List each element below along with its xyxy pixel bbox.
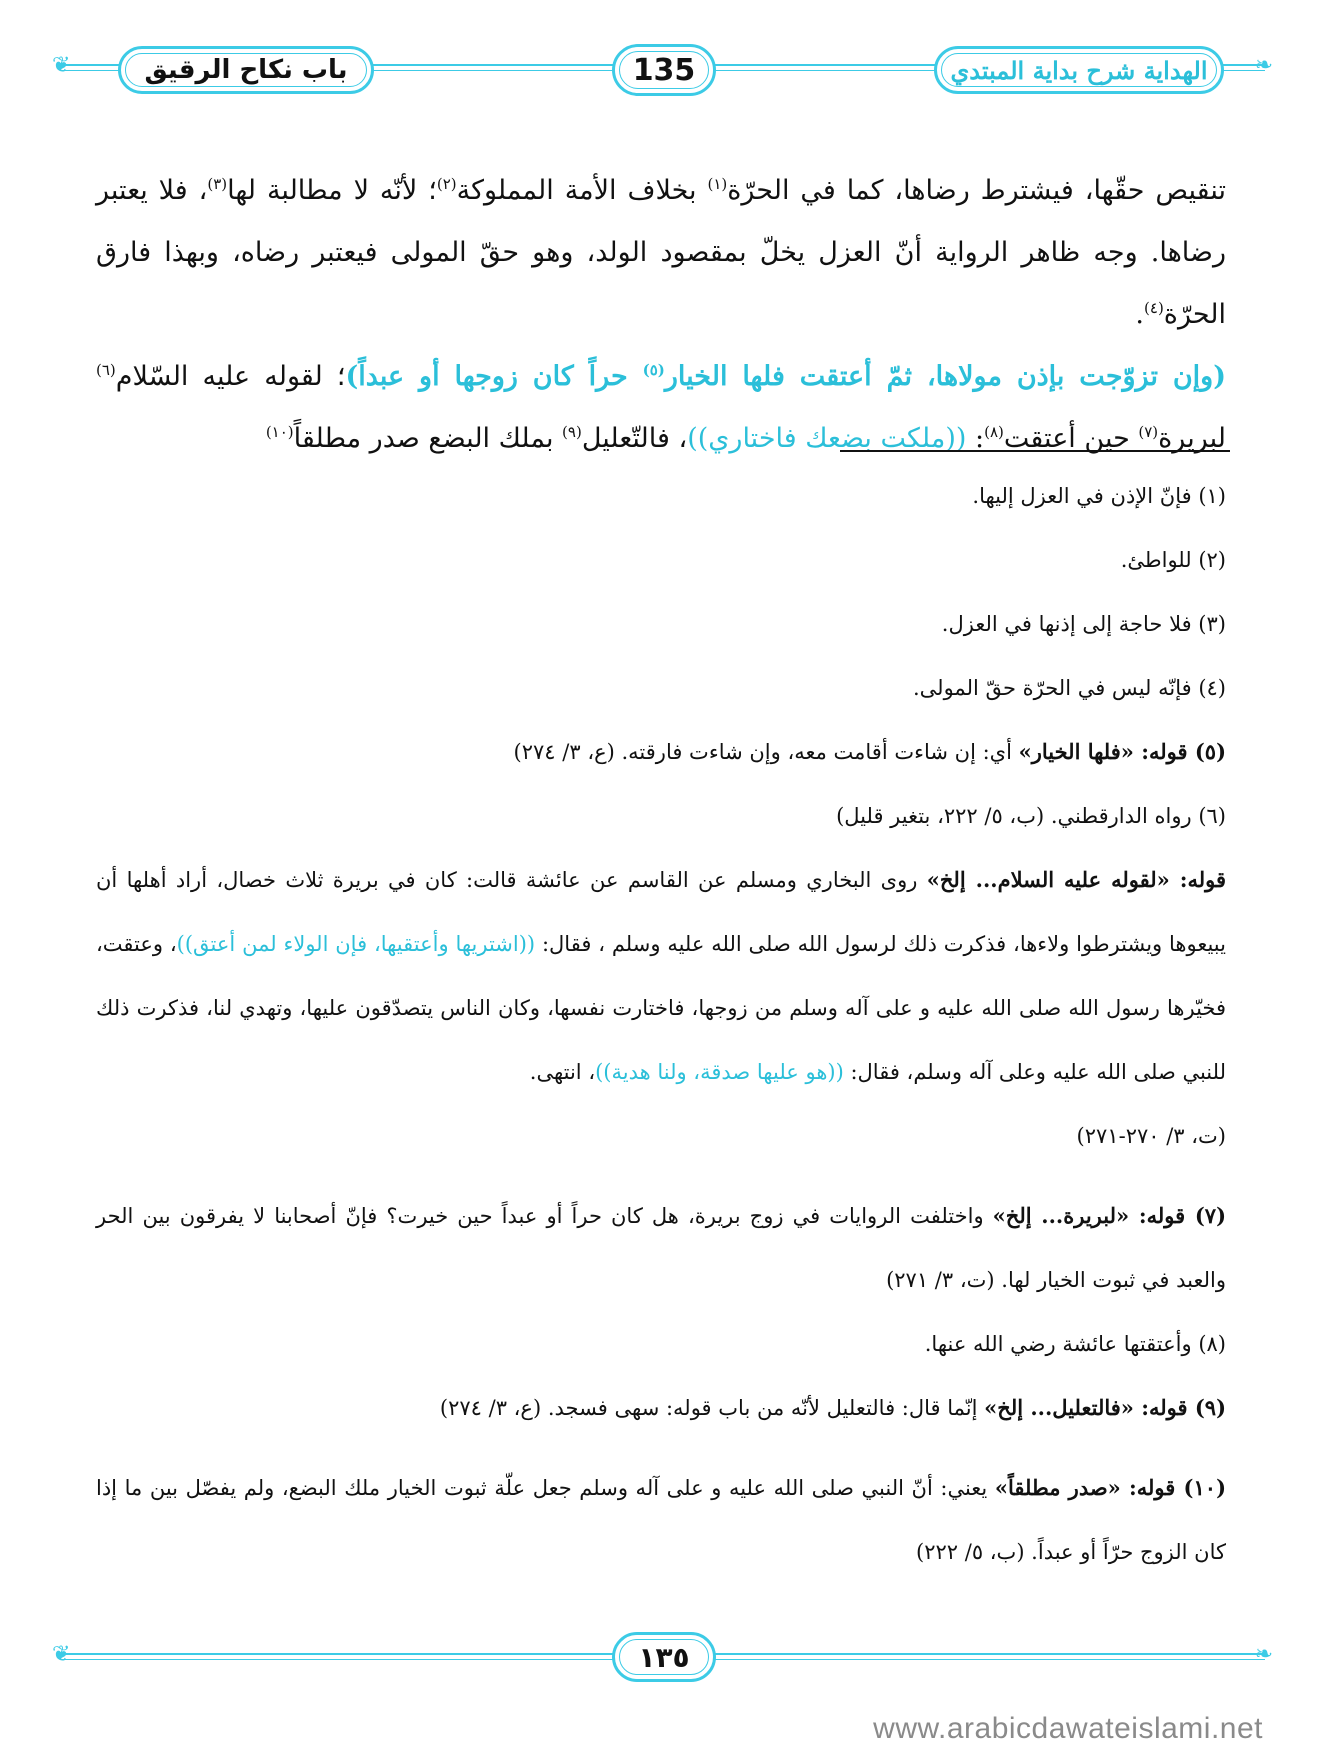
- footnotes: [96, 480, 1226, 1616]
- chapter-title-box: [118, 46, 374, 94]
- book-title: الهداية شرح بداية المبتدي: [950, 55, 1208, 85]
- footnote-10: (١٠) قوله: «صدر مطلقاً» يعني: أنّ النبي صلى الله عليه و على آله وسلم جعل علّة ثبوت الخيار ملك البضع، ولم يفصّل بين ما إذا كان الزوج حرّاً أو عبداً. (ب، ٥/ ٢٢٢): [96, 1475, 1226, 1564]
- paragraph-1: تنقيص حقّها، فيشترط رضاها، كما في الحرّة$^{(١)}$ بخلاف الأمة المملوكة$^{(٢)}$؛ لأنّه لا مطالبة لها$^{(٣)}$، فلا يعتبر رضاها. وجه ظاهر الرواية أنّ العزل يخلّ بمقصود الولد، وهو حقّ المولى فيعتبر رضاه، وبهذا فارق الحرّة$^{(٤)}$.: [96, 175, 1226, 330]
- main-text: [96, 160, 1226, 470]
- footnote-7: (٧) قوله: «لبريرة... إلخ» واختلفت الروايات في زوج بريرة، هل كان حراً أو عبداً حين خيرت؟ فإنّ أصحابنا لا يفرقون بين الحر والعبد في ثبوت الخيار لها. (ت، ٣/ ٢٧١): [96, 1203, 1226, 1292]
- hadith-quote: ((ملكت بضعك فاختاري)): [687, 423, 967, 454]
- footnote-6-commentary: قوله: «لقوله عليه السلام... إلخ» روى البخاري ومسلم عن القاسم عن عائشة قالت: كان في بريرة ثلاث خصال، أراد أهلها أن يبيعوها ويشترطوا ولاءها، فذكرت ذلك لرسول الله صلى الله عليه وسلم ، فقال: ((اشتريها وأعتقيها، فإن الولاء لمن أعتق))، وعتقت، فخيّرها رسول الله صلى الله عليه و على آله وسلم من زوجها، فاختارت نفسها، وكان الناس يتصدّقون عليها، وتهدي لنا، فذكرت ذلك للنبي صلى الله عليه وعلى آله وسلم، فقال: ((هو عليها صدقة، ولنا هدية))، انتهى. (ت، ٣/ ٢٧٠-٢٧١): [96, 867, 1227, 1148]
- footnote-1: (١) فإنّ الإذن في العزل إليها.: [972, 484, 1226, 508]
- footnote-5: (٥) قوله: «فلها الخيار» أي: إن شاءت أقامت معه، وإن شاءت فارقته. (ع، ٣/ ٢٧٤): [513, 739, 1226, 764]
- footnote-8: (٨) وأعتقتها عائشة رضي الله عنها.: [924, 1332, 1226, 1356]
- footnote-2: (٢) للواطئ.: [1120, 548, 1226, 572]
- chapter-title: باب نكاح الرقيق: [144, 55, 348, 85]
- footer-page-number-box: [612, 1632, 716, 1682]
- matn-quote: (وإن تزوّجت بإذن مولاها، ثمّ أعتقت فلها الخيار$^{(٥)}$ حراً كان زوجها أو عبداً): [345, 361, 1226, 392]
- ornament-icon: ❦: [52, 1642, 71, 1667]
- page-number-box: [612, 44, 716, 96]
- page-number: 135: [632, 52, 696, 88]
- footnote-3: (٣) فلا حاجة إلى إذنها في العزل.: [941, 612, 1226, 636]
- footer-page-number: ١٣٥: [638, 1640, 690, 1674]
- footnote-6: (٦) رواه الدارقطني. (ب، ٥/ ٢٢٢، بتغير قليل): [836, 804, 1226, 828]
- footnote-9: (٩) قوله: «فالتعليل... إلخ» إنّما قال: فالتعليل لأنّه من باب قوله: سهى فسجد. (ع، ٣/ ٢٧٤): [439, 1395, 1226, 1420]
- paragraph-2: (وإن تزوّجت بإذن مولاها، ثمّ أعتقت فلها الخيار$^{(٥)}$ حراً كان زوجها أو عبداً)؛ لقوله عليه السّلام$^{(٦)}$ لبريرة$^{(٧)}$ حين أعتقت$^{(٨)}$: ((ملكت بضعك فاختاري))، فالتّعليل$^{(٩)}$ بملك البضع صدر مطلقاً$^{(١٠)}$: [96, 361, 1226, 454]
- website-url[interactable]: www.arabicdawateislami.net: [873, 1712, 1263, 1745]
- ornament-icon: ❦: [52, 53, 71, 78]
- book-title-box: [934, 46, 1224, 94]
- ornament-icon: ❧: [1254, 53, 1273, 78]
- footnote-4: (٤) فإنّه ليس في الحرّة حقّ المولى.: [913, 676, 1226, 700]
- ornament-icon: ❧: [1254, 1642, 1273, 1667]
- footnote-separator: [840, 450, 1230, 452]
